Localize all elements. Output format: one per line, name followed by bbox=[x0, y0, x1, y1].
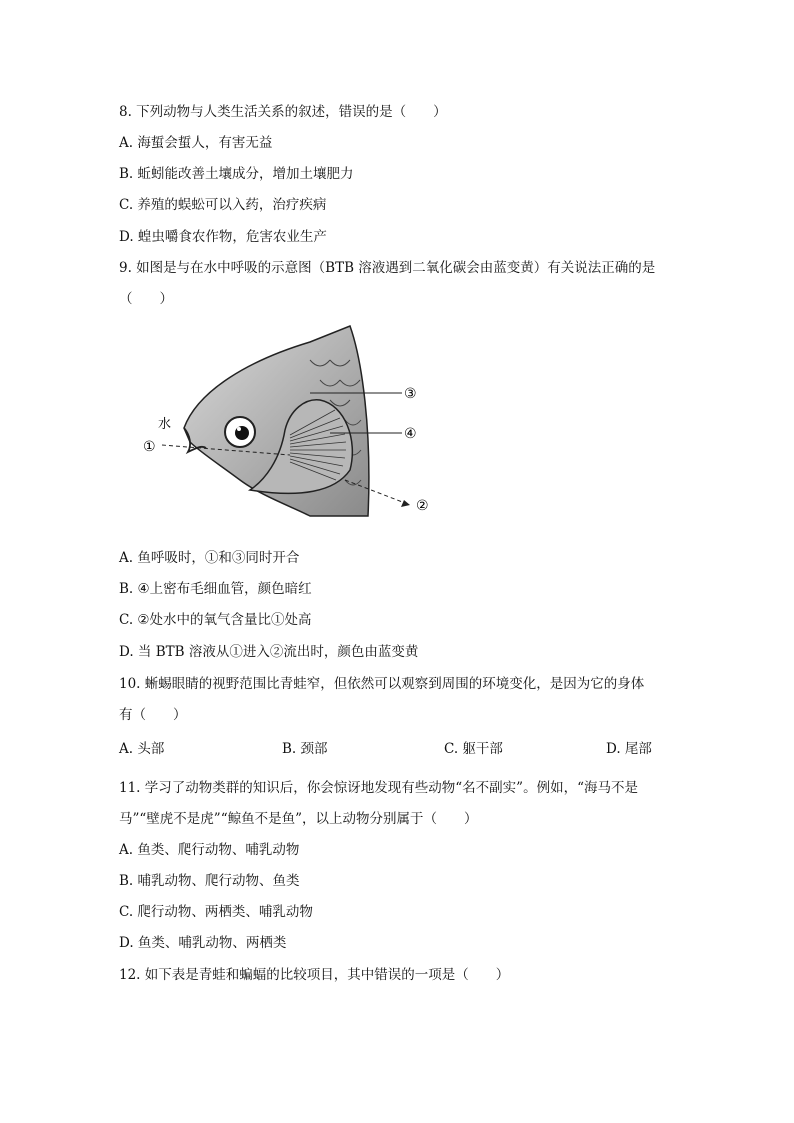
q10-option-a: A. 头部 bbox=[119, 741, 165, 757]
q10-option-c: C. 躯干部 bbox=[444, 741, 503, 757]
q10-options-row bbox=[0, 737, 794, 757]
q8-option-d: D. 蝗虫嚼食农作物，危害农业生产 bbox=[119, 229, 327, 245]
q11-stem-line1: 11. 学习了动物类群的知识后，你会惊讶地发现有些动物“名不副实”。例如，“海马不是 bbox=[119, 780, 638, 796]
q9-option-d: D. 当 BTB 溶液从①进入②流出时，颜色由蓝变黄 bbox=[119, 644, 419, 660]
label-2: ② bbox=[416, 498, 429, 514]
q11-option-c: C. 爬行动物、两栖类、哺乳动物 bbox=[119, 904, 313, 920]
q9-option-a: A. 鱼呼吸时，①和③同时开合 bbox=[119, 550, 300, 566]
q11-option-b: B. 哺乳动物、爬行动物、鱼类 bbox=[119, 873, 300, 889]
q10-stem-line1: 10. 蜥蜴眼睛的视野范围比青蛙窄，但依然可以观察到周围的环境变化，是因为它的身体 bbox=[119, 676, 645, 692]
q9-stem-line2: （ ） bbox=[119, 291, 173, 307]
q12-stem: 12. 如下表是青蛙和蝙蝠的比较项目，其中错误的一项是（ ） bbox=[119, 967, 510, 983]
fish-respiration-figure bbox=[140, 320, 440, 520]
label-3: ③ bbox=[404, 386, 417, 402]
q11-option-d: D. 鱼类、哺乳动物、两栖类 bbox=[119, 935, 287, 951]
q8-stem: 8. 下列动物与人类生活关系的叙述，错误的是（ ） bbox=[119, 104, 447, 120]
q9-stem-line1: 9. 如图是与在水中呼吸的示意图（BTB 溶液遇到二氧化碳会由蓝变黄）有关说法正确的是 bbox=[119, 260, 656, 276]
q8-option-a: A. 海蜇会蜇人，有害无益 bbox=[119, 135, 273, 151]
outflow-arrowhead bbox=[401, 500, 410, 507]
label-1: ① bbox=[143, 439, 156, 455]
q9-option-b: B. ④上密布毛细血管，颜色暗红 bbox=[119, 581, 312, 597]
label-4: ④ bbox=[404, 426, 417, 442]
q10-stem-line2: 有（ ） bbox=[119, 707, 187, 723]
q9-option-c: C. ②处水中的氧气含量比①处高 bbox=[119, 612, 312, 628]
q11-option-a: A. 鱼类、爬行动物、哺乳动物 bbox=[119, 842, 300, 858]
q8-option-b: B. 蚯蚓能改善土壤成分，增加土壤肥力 bbox=[119, 166, 354, 182]
q10-option-d: D. 尾部 bbox=[606, 741, 652, 757]
label-water: 水 bbox=[158, 417, 172, 432]
q10-option-b: B. 颈部 bbox=[282, 741, 328, 757]
q8-option-c: C. 养殖的蜈蚣可以入药，治疗疾病 bbox=[119, 197, 327, 213]
q11-stem-line2: 马”“壁虎不是虎”“鲸鱼不是鱼”，以上动物分别属于（ ） bbox=[119, 811, 478, 827]
